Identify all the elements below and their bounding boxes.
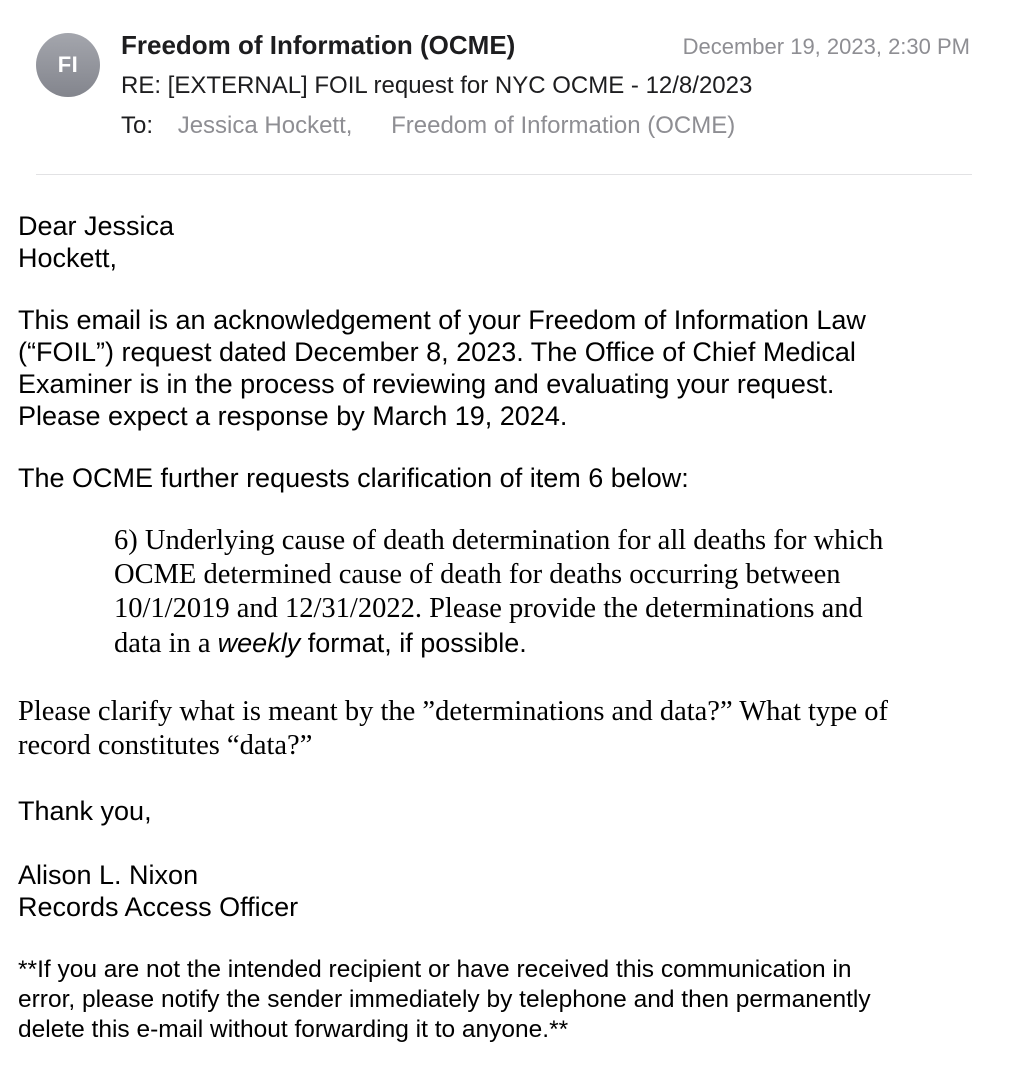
paragraph-line: (“FOIL”) request dated December 8, 2023. The Office of Chief Medical [18,337,856,367]
clarify-question [18,695,1008,763]
email-header [0,0,1022,176]
recipient-foi-ocme[interactable]: Freedom of Information (OCME) [391,112,736,139]
sender-avatar[interactable] [36,33,100,97]
quoted-item-6 [18,524,1008,661]
quoted-line: 10/1/2019 and 12/31/2022. Please provide the determinations and [114,593,863,624]
quoted-last-line [114,626,1008,661]
paragraph-line: This email is an acknowledgement of your Freedom of Information Law [18,305,866,335]
email-body [18,210,1008,1045]
question-line: Please clarify what is meant by the ”determinations and data?” What type of [18,696,888,727]
email-subject: RE: [EXTERNAL] FOIL request for NYC OCME - 12/8/2023 [121,72,753,99]
sender-name[interactable]: Freedom of Information (OCME) [121,30,516,60]
header-divider [36,174,972,175]
recipient-separator: , [345,112,353,139]
disclaimer-line: **If you are not the intended recipient or have received this communication in [18,956,852,983]
acknowledgement-paragraph [18,304,1008,432]
paragraph-line: Examiner is in the process of reviewing and evaluating your request. [18,369,835,399]
recipient-jessica-hockett[interactable]: Jessica Hockett [177,112,346,139]
signature [18,859,1008,923]
greeting-line: Hockett, [18,243,118,273]
quoted-last-line-end: format, if possible. [300,628,527,658]
greeting [18,210,1008,274]
question-line: record constitutes “data?” [18,730,313,761]
greeting-line: Dear Jessica [18,211,175,241]
disclaimer-line: delete this e-mail without forwarding it to anyone.** [18,1016,569,1043]
avatar-initials: FI [57,52,79,77]
recipients-line [121,112,735,140]
quoted-line: OCME determined cause of death for deaths occurring between [114,559,841,590]
disclaimer-line: error, please notify the sender immediately by telephone and then permanently [18,986,871,1013]
closing: Thank you, [18,796,152,826]
signature-title: Records Access Officer [18,892,299,922]
quoted-last-line-start: data in a [114,628,218,659]
weekly-emphasis: weekly [217,628,301,658]
quoted-line: 6) Underlying cause of death determination for all deaths for which [114,525,884,556]
clarification-intro: The OCME further requests clarification of item 6 below: [18,463,689,493]
disclaimer [18,955,1008,1045]
email-date: December 19, 2023, 2:30 PM [682,34,970,59]
signature-name: Alison L. Nixon [18,860,199,890]
paragraph-line: Please expect a response by March 19, 2024. [18,401,568,431]
to-label: To: [121,112,154,139]
